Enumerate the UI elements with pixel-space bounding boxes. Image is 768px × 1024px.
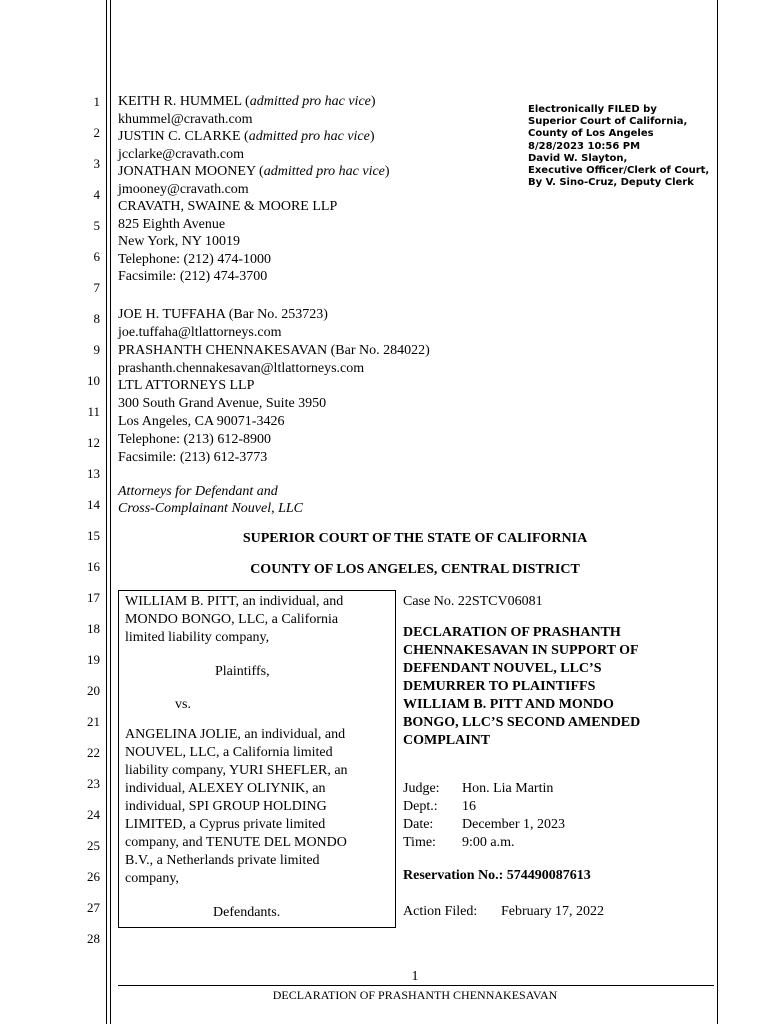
firm-address-line: 300 South Grand Avenue, Suite 3950	[118, 396, 327, 411]
line-number: 2	[93, 125, 100, 140]
firm-name: LTL ATTORNEYS LLP	[118, 378, 255, 393]
line-number: 9	[93, 342, 100, 357]
line-number: 14	[87, 497, 100, 512]
attorney-name: JONATHAN MOONEY (admitted pro hac vice)	[118, 164, 390, 179]
firm-telephone: Telephone: (213) 612-8900	[118, 432, 271, 447]
attorney-email: jcclarke@cravath.com	[118, 147, 244, 162]
left-margin-rule-outer	[106, 0, 107, 1024]
line-number: 27	[87, 900, 100, 915]
line-number: 21	[87, 714, 100, 729]
line-number: 7	[93, 280, 100, 295]
defendants-line: liability company, YURI SHEFLER, an	[125, 763, 348, 778]
stamp-line: By V. Sino-Cruz, Deputy Clerk	[528, 177, 694, 189]
court-district: COUNTY OF LOS ANGELES, CENTRAL DISTRICT	[250, 562, 580, 577]
defendants-line: company, and TENUTE DEL MONDO	[125, 835, 347, 850]
line-number: 19	[87, 652, 100, 667]
stamp-line: David W. Slayton,	[528, 152, 628, 164]
line-number: 15	[87, 528, 100, 543]
attorney-name: JOE H. TUFFAHA (Bar No. 253723)	[118, 307, 328, 322]
attorney-email: joe.tuffaha@ltlattorneys.com	[118, 325, 282, 340]
attorneys-for-line: Attorneys for Defendant and	[118, 484, 278, 499]
firm-facsimile: Facsimile: (212) 474-3700	[118, 269, 268, 284]
pro-hac-vice-note: admitted pro hac vice	[248, 129, 370, 144]
line-number: 1	[93, 94, 100, 109]
line-number: 18	[87, 621, 100, 636]
line-number: 6	[93, 249, 100, 264]
time-label: Time:	[403, 835, 436, 850]
judge-label: Judge:	[403, 781, 440, 796]
court-name: SUPERIOR COURT OF THE STATE OF CALIFORNIA	[242, 531, 588, 546]
versus: vs.	[175, 697, 191, 712]
defendants-label: Defendants.	[213, 905, 281, 920]
attorney-name: PRASHANTH CHENNAKESAVAN (Bar No. 284022)	[118, 343, 430, 358]
reservation-number: Reservation No.: 574490087613	[403, 868, 591, 883]
document-title-line: DECLARATION OF PRASHANTH	[403, 625, 621, 640]
electronic-filing-stamp	[528, 104, 709, 189]
line-number: 25	[87, 838, 100, 853]
line-number: 5	[93, 218, 100, 233]
defendants-line: ANGELINA JOLIE, an individual, and	[125, 727, 346, 742]
document-title-line: BONGO, LLC’S SECOND AMENDED	[403, 715, 641, 730]
plaintiffs-line: WILLIAM B. PITT, an individual, and	[125, 594, 344, 609]
line-number: 4	[93, 187, 100, 202]
firm-name: CRAVATH, SWAINE & MOORE LLP	[118, 199, 338, 214]
attorney-name-text: JUSTIN C. CLARKE	[118, 129, 241, 144]
action-filed-label: Action Filed:	[403, 904, 478, 919]
stamp-line: Electronically FILED by	[528, 104, 657, 115]
document-title-line: COMPLAINT	[403, 733, 491, 748]
right-margin-rule	[717, 0, 718, 1024]
firm-address-line: 825 Eighth Avenue	[118, 217, 226, 232]
document-title-line: DEMURRER TO PLAINTIFFS	[403, 679, 596, 694]
document-title-line: DEFENDANT NOUVEL, LLC’S	[403, 661, 602, 676]
firm-address-line: Los Angeles, CA 90071-3426	[118, 414, 285, 429]
line-number: 22	[87, 745, 100, 760]
line-number: 12	[87, 435, 100, 450]
case-number: Case No. 22STCV06081	[403, 594, 543, 609]
document-title-line: WILLIAM B. PITT AND MONDO	[403, 697, 614, 712]
action-filed-date: February 17, 2022	[501, 904, 605, 919]
page-number: 1	[411, 969, 419, 984]
line-number: 3	[93, 156, 100, 171]
pro-hac-vice-note: admitted pro hac vice	[249, 94, 371, 109]
footer-rule	[118, 985, 714, 986]
stamp-line: 8/28/2023 10:56 PM	[528, 140, 641, 152]
attorneys-for-line: Cross-Complainant Nouvel, LLC	[118, 501, 304, 516]
firm-facsimile: Facsimile: (213) 612-3773	[118, 450, 268, 465]
document-title-line: CHENNAKESAVAN IN SUPPORT OF	[403, 643, 639, 658]
attorney-name: KEITH R. HUMMEL (admitted pro hac vice)	[118, 94, 376, 109]
defendants-line: LIMITED, a Cyprus private limited	[125, 817, 326, 832]
defendants-line: B.V., a Netherlands private limited	[125, 853, 320, 868]
line-number: 17	[87, 590, 100, 605]
date-label: Date:	[403, 817, 434, 832]
line-number: 24	[87, 807, 100, 822]
plaintiffs-line: MONDO BONGO, LLC, a California	[125, 612, 339, 627]
defendants-line: individual, ALEXEY OLIYNIK, an	[125, 781, 326, 796]
defendants-line: NOUVEL, LLC, a California limited	[125, 745, 333, 760]
attorney-email: prashanth.chennakesavan@ltlattorneys.com	[118, 361, 365, 376]
attorney-email: khummel@cravath.com	[118, 112, 253, 127]
judge-value: Hon. Lia Martin	[462, 781, 554, 796]
line-number: 13	[87, 466, 100, 481]
attorney-email: jmooney@cravath.com	[118, 182, 249, 197]
attorney-name-text: JONATHAN MOONEY	[118, 164, 256, 179]
date-value: December 1, 2023	[462, 817, 566, 832]
stamp-line: County of Los Angeles	[528, 128, 654, 140]
stamp-line: Superior Court of California,	[528, 116, 688, 128]
plaintiffs-label: Plaintiffs,	[215, 664, 270, 679]
firm-telephone: Telephone: (212) 474-1000	[118, 252, 271, 267]
line-number: 26	[87, 869, 100, 884]
firm-address-line: New York, NY 10019	[118, 234, 240, 249]
stamp-line: Executive Officer/Clerk of Court,	[528, 165, 710, 177]
dept-label: Dept.:	[403, 799, 438, 814]
attorney-name: JUSTIN C. CLARKE (admitted pro hac vice)	[118, 129, 375, 144]
line-number: 28	[87, 931, 100, 946]
dept-value: 16	[462, 799, 476, 814]
defendants-line: company,	[125, 871, 179, 886]
attorney-name-text: KEITH R. HUMMEL	[118, 94, 242, 109]
left-margin-rule-inner	[110, 0, 111, 1024]
line-number: 11	[87, 404, 100, 419]
line-number: 20	[87, 683, 100, 698]
line-number: 16	[87, 559, 100, 574]
line-number: 10	[87, 373, 100, 388]
time-value: 9:00 a.m.	[462, 835, 515, 850]
pro-hac-vice-note: admitted pro hac vice	[263, 164, 385, 179]
footer-title: DECLARATION OF PRASHANTH CHENNAKESAVAN	[272, 988, 558, 1002]
line-number: 8	[93, 311, 100, 326]
defendants-line: individual, SPI GROUP HOLDING	[125, 799, 327, 814]
line-number: 23	[87, 776, 100, 791]
plaintiffs-line: limited liability company,	[125, 630, 270, 645]
